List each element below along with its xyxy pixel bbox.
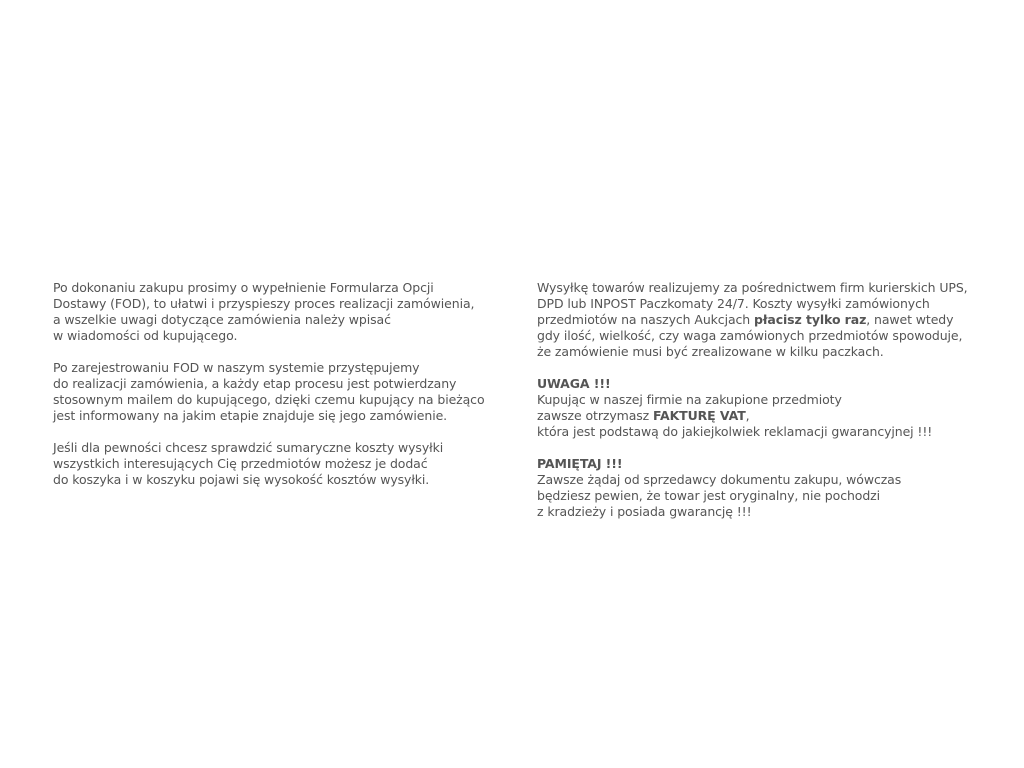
paragraph-shipping-info <box>537 280 987 360</box>
text-line: Zawsze żądaj od sprzedawcy dokumentu zakupu, wówczas <box>537 472 902 487</box>
text-line: DPD lub INPOST Paczkomaty 24/7. Koszty wysyłki zamówionych <box>537 296 930 311</box>
paragraph-warning <box>537 376 987 440</box>
text-line: a wszelkie uwagi dotyczące zamówienia należy wpisać <box>53 312 391 327</box>
text-line: wszystkich interesujących Cię przedmiotów możesz je dodać <box>53 456 428 471</box>
text-line <box>537 408 987 424</box>
warning-heading: UWAGA !!! <box>537 376 611 391</box>
text-segment: przedmiotów na naszych Aukcjach <box>537 312 754 327</box>
text-line: że zamówienie musi być zrealizowane w kilku paczkach. <box>537 344 884 359</box>
paragraph-order-form <box>53 280 503 344</box>
text-line: z kradzieży i posiada gwarancję !!! <box>537 504 752 519</box>
text-line: Wysyłkę towarów realizujemy za pośrednictwem firm kurierskich UPS, <box>537 280 968 295</box>
text-segment: zawsze otrzymasz <box>537 408 654 423</box>
text-line: Po dokonaniu zakupu prosimy o wypełnienie Formularza Opcji <box>53 280 434 295</box>
paragraph-order-process <box>53 360 503 424</box>
text-segment: , <box>745 408 750 423</box>
vat-invoice-emphasis: FAKTURĘ VAT <box>653 408 746 423</box>
text-line: jest informowany na jakim etapie znajduje się jego zamówienie. <box>53 408 448 423</box>
text-line: Kupując w naszej firmie na zakupione przedmioty <box>537 392 842 407</box>
text-line <box>537 312 987 328</box>
pay-once-emphasis: płacisz tylko raz <box>753 312 867 327</box>
text-segment: , nawet wtedy <box>866 312 954 327</box>
text-line: w wiadomości od kupującego. <box>53 328 238 343</box>
text-line: będziesz pewien, że towar jest oryginalny, nie pochodzi <box>537 488 880 503</box>
text-line: gdy ilość, wielkość, czy waga zamówionych przedmiotów spowoduje, <box>537 328 963 343</box>
paragraph-shipping-costs <box>53 440 503 488</box>
text-line: Dostawy (FOD), to ułatwi i przyspieszy proces realizacji zamówienia, <box>53 296 475 311</box>
right-column <box>537 280 987 536</box>
text-line: do realizacji zamówienia, a każdy etap procesu jest potwierdzany <box>53 376 457 391</box>
remember-heading: PAMIĘTAJ !!! <box>537 456 623 471</box>
text-line: Jeśli dla pewności chcesz sprawdzić sumaryczne koszty wysyłki <box>53 440 444 455</box>
paragraph-remember <box>537 456 987 520</box>
text-line: która jest podstawą do jakiejkolwiek reklamacji gwarancyjnej !!! <box>537 424 933 439</box>
left-column <box>53 280 503 504</box>
text-line: do koszyka i w koszyku pojawi się wysokość kosztów wysyłki. <box>53 472 430 487</box>
text-line: Po zarejestrowaniu FOD w naszym systemie przystępujemy <box>53 360 420 375</box>
text-line: stosownym mailem do kupującego, dzięki czemu kupujący na bieżąco <box>53 392 485 407</box>
